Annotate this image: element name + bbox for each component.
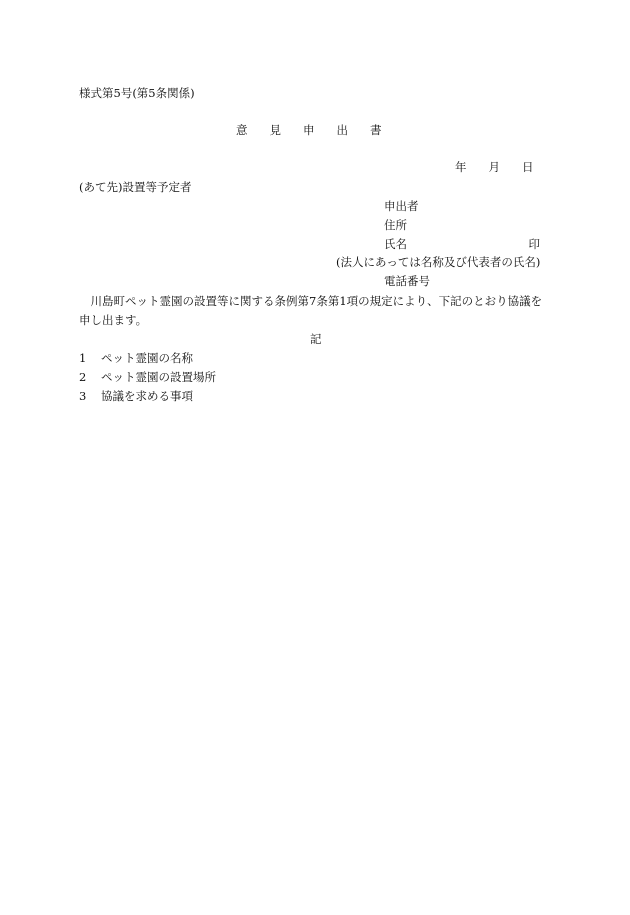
document-title [236, 123, 382, 137]
item-number: 1 [79, 351, 87, 365]
address-label: 住所 [384, 218, 407, 232]
applicant-label: 申出者 [384, 199, 419, 213]
corporation-note: (法人にあっては名称及び代表者の氏名) [336, 255, 541, 269]
list-item [79, 389, 193, 403]
name-line [384, 237, 540, 251]
title-char: 見 [269, 123, 281, 137]
addressee: (あて先)設置等予定者 [79, 180, 192, 194]
seal-label: 印 [528, 237, 540, 251]
date-year: 年 [455, 160, 467, 174]
title-char: 申 [303, 123, 315, 137]
date-month: 月 [488, 160, 500, 174]
form-number: 様式第5号(第5条関係) [79, 86, 195, 100]
date-day: 日 [522, 160, 534, 174]
title-char: 書 [370, 123, 382, 137]
date-line [455, 160, 534, 174]
item-number: 2 [79, 370, 87, 384]
list-item [79, 370, 216, 384]
name-label: 氏名 [384, 237, 407, 251]
title-char: 意 [236, 123, 248, 137]
list-item [79, 351, 193, 365]
phone-label: 電話番号 [384, 274, 430, 288]
item-label: ペット霊園の設置場所 [101, 370, 216, 384]
item-label: 協議を求める事項 [101, 389, 193, 403]
ki-heading: 記 [310, 332, 322, 346]
body-paragraph: 川島町ペット霊園の設置等に関する条例第7条第1項の規定により、下記のとおり協議を申し出ます。 [79, 294, 543, 327]
item-label: ペット霊園の名称 [101, 351, 193, 365]
item-number: 3 [79, 389, 87, 403]
title-char: 出 [336, 123, 348, 137]
